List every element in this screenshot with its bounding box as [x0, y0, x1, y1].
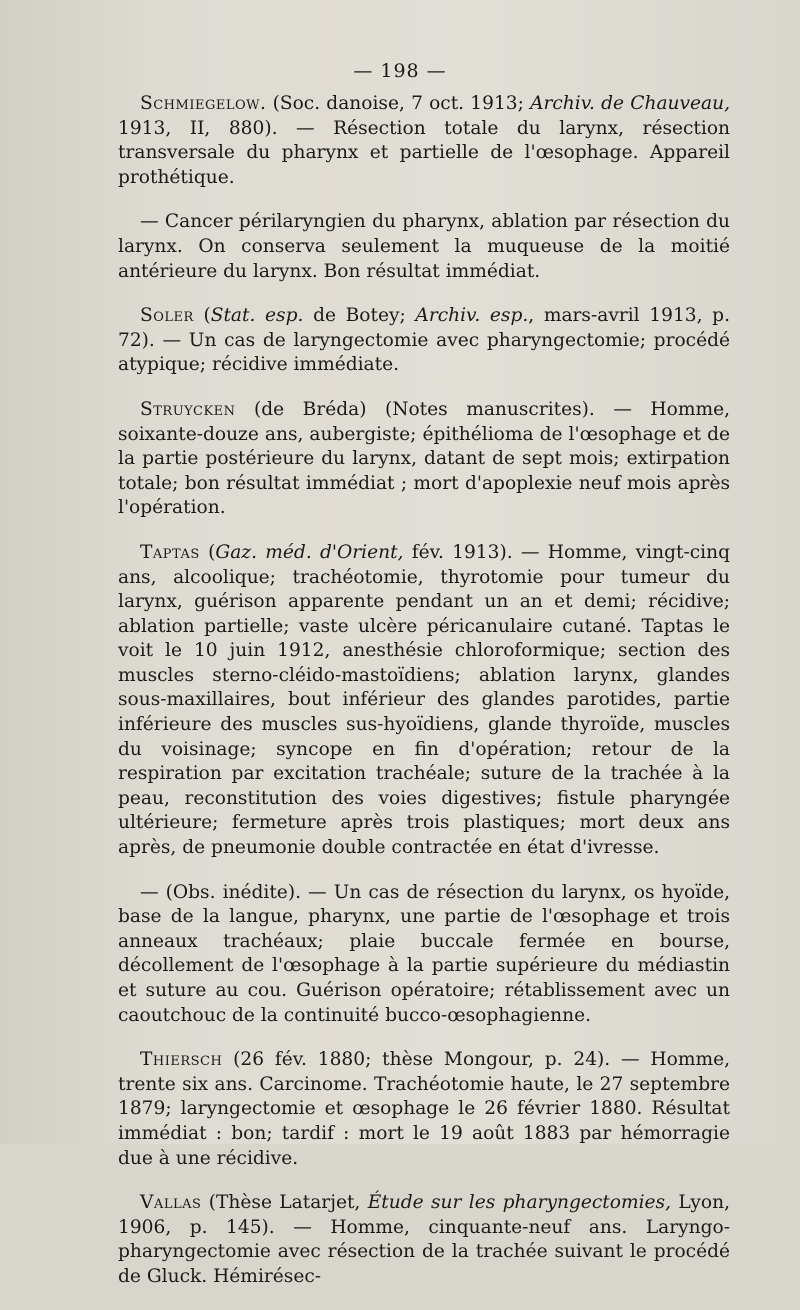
- entry-text: Lyon, 1906, p. 145). — Homme, cinquante-neuf ans. Laryngo-pharyngectomie avec résection de la trachée suivant le procédé de Gluck. Hémirésec-: [118, 1192, 730, 1287]
- entry-journal: Gaz. méd. d'Orient,: [215, 541, 404, 563]
- entry-paragraph: [118, 92, 730, 190]
- entry-citation: (: [199, 541, 216, 563]
- entry-text: 1913, II, 880). — Résection totale du larynx, résection transversale du pharynx et partielle de l'œsophage. Appareil prothétique.: [118, 117, 730, 188]
- entry-journal: Archiv. esp.: [415, 305, 529, 327]
- entry-author: Schmiegelow.: [140, 93, 267, 114]
- entry-paragraph: [118, 398, 730, 521]
- entry-text: (26 fév. 1880; thèse Mongour, p. 24). — Homme, trente six ans. Carcinome. Trachéotomie haute, le 27 septembre 1879; laryngectomie et œsophage le 26 février 1880. Résultat immédiat : bon; tardif : mort le 19 août 1883 par hémorragie due à une récidive.: [118, 1049, 730, 1169]
- entry-author: Soler: [140, 305, 194, 327]
- entry-citation: (Soc. danoise, 7 oct. 1913;: [266, 93, 531, 114]
- entry-journal: Stat. esp.: [210, 305, 304, 327]
- page-number: — 198 —: [353, 60, 447, 82]
- entry-text: , mars-avril 1913, p. 72). — Un cas de laryngectomie avec pharyngectomie; procédé atypique; récidive immédiate.: [118, 305, 730, 376]
- entry-paragraph: [118, 304, 730, 378]
- page-body: [118, 92, 730, 1310]
- entry-vallas: [118, 1191, 730, 1289]
- entry-journal: Archiv. de Chauveau,: [530, 93, 730, 114]
- entry-taptas-2: [118, 881, 730, 1029]
- entry-soler: [118, 304, 730, 378]
- entry-citation: (: [193, 305, 211, 327]
- entry-schmiegelow-2: [118, 210, 730, 284]
- entry-schmiegelow: [118, 92, 730, 190]
- entry-author: Struycken: [140, 398, 236, 420]
- entry-taptas: [118, 541, 730, 861]
- entry-paragraph: — (Obs. inédite). — Un cas de résection du larynx, os hyoïde, base de la langue, pharynx, une partie de l'œsophage et trois anneaux trachéaux; plaie buccale fermée en bourse, décollement de l'œsophage à la partie supérieure du médiastin et suture au cou. Guérison opératoire; rétablissement avec un caoutchouc de la continuité bucco-œsophagienne.: [118, 881, 730, 1026]
- entry-struycken: [118, 398, 730, 521]
- entry-author: Vallas: [140, 1192, 202, 1214]
- entry-author: Taptas: [140, 541, 200, 563]
- entry-paragraph: [118, 1048, 730, 1171]
- entry-author: Thiersch: [140, 1049, 223, 1071]
- entry-citation: (Thèse Latarjet,: [201, 1192, 368, 1214]
- entry-citation: de Botey;: [303, 305, 416, 327]
- entry-text: (de Bréda) (Notes manuscrites). — Homme, soixante-douze ans, aubergiste; épithélioma de l'œsophage et de la partie postérieure du larynx, datant de sept mois; extirpation totale; bon résultat immédiat ; mort d'apoplexie neuf mois après l'opération.: [118, 398, 730, 519]
- entry-paragraph: [118, 1191, 730, 1289]
- entry-text: fév. 1913). — Homme, vingt-cinq ans, alcoolique; trachéotomie, thyrotomie pour tumeur du larynx, guérison apparente pendant un an et demi; récidive; ablation partielle; vaste ulcère péricanulaire cutané. Taptas le voit le 10 juin 1912, anesthésie chloroformique; section des muscles sterno-cléido-mastoïdiens; ablation larynx, glandes sous-maxillaires, bout inférieur des glandes parotides, partie inférieure des muscles sus-hyoïdiens, glande thyroïde, muscles du voisinage; syncope en fin d'opération; retour de la respiration par excitation trachéale; suture de la trachée à la peau, reconstitution des voies digestives; fistule pharyngée ultérieure; fermeture après trois plastiques; mort deux ans après, de pneumonie double contractée en état d'ivresse.: [118, 541, 730, 859]
- entry-thiersch: [118, 1048, 730, 1171]
- entry-paragraph: [118, 541, 730, 861]
- entry-paragraph: — Cancer périlaryngien du pharynx, ablation par résection du larynx. On conserva seulement la muqueuse de la moitié antérieure du larynx. Bon résultat immédiat.: [118, 211, 730, 282]
- entry-journal: Étude sur les pharyngectomies,: [367, 1192, 672, 1214]
